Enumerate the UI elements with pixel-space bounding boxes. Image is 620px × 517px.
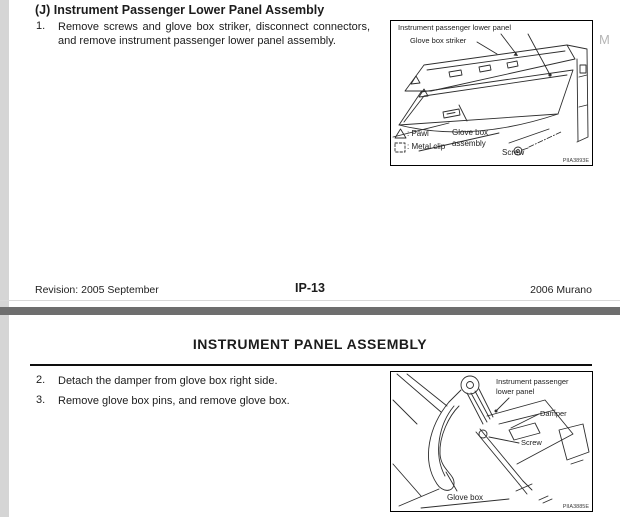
pawl-symbol-icon	[395, 129, 406, 138]
figure-glove-box-removal	[390, 20, 593, 166]
instruction-step-2	[36, 374, 388, 388]
step-number: 1.	[36, 20, 46, 32]
label-screw: Screw	[502, 148, 525, 157]
heading-rule	[30, 364, 592, 366]
figure-code: PIIA3893E	[562, 158, 589, 164]
chapter-heading: INSTRUMENT PANEL ASSEMBLY	[192, 336, 428, 352]
label-glove-box: Glove box	[447, 493, 484, 502]
figure-damper-removal	[390, 371, 593, 512]
footer-revision: Revision: 2005 September	[35, 284, 159, 296]
footer-model: 2006 Murano	[530, 284, 592, 296]
footer-page-number: IP-13	[295, 281, 325, 295]
label-lower-panel-2: lower panel	[496, 387, 535, 396]
figure-line-art	[391, 372, 592, 511]
legend-metal-clip: : Metal clip	[407, 142, 446, 151]
step-text: Remove glove box pins, and remove glove box.	[58, 395, 290, 407]
label-lower-panel: Instrument passenger lower panel	[398, 23, 511, 32]
label-glove-box-assembly-1: Glove box	[452, 128, 489, 137]
label-glove-box-striker: Glove box striker	[410, 36, 467, 45]
step-number: 3.	[36, 394, 46, 406]
figure-code: PIIA3885E	[562, 504, 589, 510]
label-damper: Damper	[540, 409, 567, 418]
legend-pawl: : Pawl	[407, 129, 429, 138]
watermark-m: M	[599, 32, 610, 47]
label-glove-box-assembly-2: assembly	[452, 139, 486, 148]
step-text: Remove screws and glove box striker, disconnect connectors, and remove instrument passenger lower panel assembly.	[58, 21, 370, 47]
page-separator-bar	[0, 307, 620, 315]
step-number: 2.	[36, 374, 46, 386]
left-gutter-strip	[0, 0, 9, 517]
metal-clip-symbol-icon	[395, 143, 405, 152]
instruction-step-3	[36, 394, 388, 408]
instruction-step-1	[36, 20, 370, 48]
footer-divider-line	[0, 300, 620, 301]
step-text: Detach the damper from glove box right side.	[58, 375, 278, 387]
label-screw: Screw	[521, 438, 542, 447]
label-lower-panel-1: Instrument passenger	[496, 377, 569, 386]
section-heading-j: (J) Instrument Passenger Lower Panel Assembly	[35, 3, 325, 17]
